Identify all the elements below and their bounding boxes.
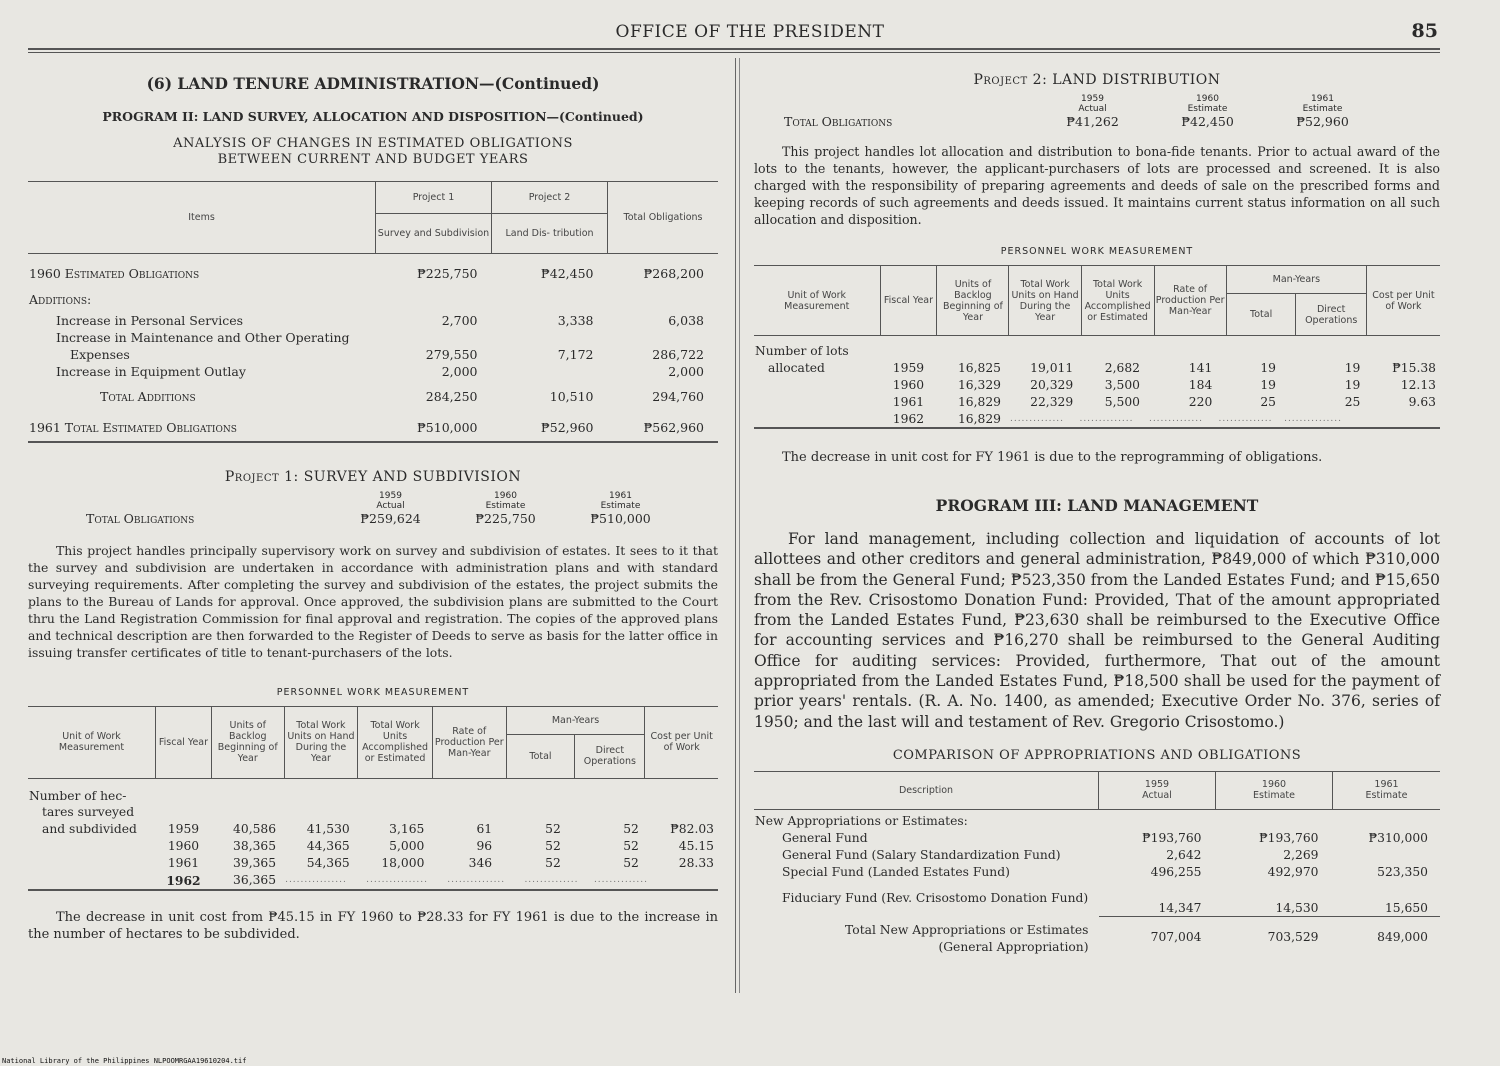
cell: 52 (545, 856, 561, 870)
column-divider-inner (739, 58, 740, 993)
project1-title: Project 1: SURVEY AND SUBDIVISION (224, 468, 522, 485)
hdr-cost: Cost per Unit of Work (1366, 266, 1440, 336)
table-row (28, 414, 718, 442)
cell: 16,829 (957, 411, 1001, 426)
year-sub: Estimate (600, 500, 641, 511)
cell: 40,586 (233, 822, 277, 836)
cell: 3,165 (389, 822, 425, 836)
table-row (28, 855, 718, 872)
year: 1960 (494, 490, 517, 501)
table-row (28, 254, 718, 288)
hdr-hand: Total Work Units on Hand During the Year (1009, 266, 1081, 336)
total-label-line-1: Total New Appropriations or Estimates (845, 923, 1089, 938)
cell: 496,255 (1150, 864, 1202, 879)
cell: 15,650 (1333, 880, 1441, 916)
column-divider (735, 58, 736, 993)
year-col (1265, 94, 1380, 129)
table-row (28, 838, 718, 855)
cell: 25 (1344, 394, 1361, 409)
cell: 19 (1344, 377, 1361, 392)
right-column (754, 60, 1440, 957)
cell: ₱82.03 (670, 822, 714, 836)
cell: ₱52,960 (540, 419, 594, 435)
hdr-unit: Unit of Work Measurement (28, 706, 156, 778)
table-row (754, 829, 1440, 846)
cell: 52 (623, 822, 639, 836)
hdr-total: Total (1226, 294, 1296, 336)
cell: 19,011 (1030, 360, 1074, 375)
pwm2-note: The decrease in unit cost for FY 1961 is due to the reprogramming of obligations. (782, 450, 1323, 465)
page-header (0, 18, 1500, 48)
cell: ₱225,750 (416, 265, 478, 281)
table-row (754, 393, 1440, 410)
year-col (1035, 94, 1150, 129)
pwm1-table (28, 706, 718, 891)
table-row (28, 821, 718, 838)
program3-title: PROGRAM III: LAND MANAGEMENT (935, 496, 1259, 515)
cell: 523,350 (1377, 864, 1428, 879)
cell: 6,038 (668, 312, 704, 328)
year-sub: Actual (1078, 104, 1107, 114)
program-title: PROGRAM II: LAND SURVEY, ALLOCATION AND DISPOSITION—(Continued) (102, 109, 644, 124)
unit-label: and subdivided (42, 822, 137, 836)
row-label: Increase in Maintenance and Other Operating (56, 329, 350, 345)
unit-label: allocated (768, 360, 825, 375)
table-row (28, 346, 718, 363)
hdr-fy: Fiscal Year (880, 266, 937, 336)
analysis-table (28, 181, 718, 443)
cell: 141 (1188, 360, 1213, 375)
cell: 7,172 (557, 346, 594, 362)
year: 1960 (1196, 94, 1219, 104)
table-row (28, 312, 718, 329)
pwm1-title: PERSONNEL WORK MEASUREMENT (276, 686, 470, 698)
cell: 54,365 (306, 856, 350, 870)
comparison-title: COMPARISON OF APPROPRIATIONS AND OBLIGATIONS (892, 747, 1302, 763)
cell: 279,550 (425, 346, 478, 362)
row-label: Total Additions (100, 389, 196, 404)
project2-obligations (754, 94, 1440, 129)
year: 1959 (1081, 94, 1104, 104)
unit-label: tares surveyed (42, 805, 135, 819)
total-label-line-2: (General Appropriation) (938, 940, 1089, 955)
pwm2-title: PERSONNEL WORK MEASUREMENT (1000, 246, 1194, 257)
scan-footer: National Library of the Philippines NLPOOMRGAA19610204.tif (2, 1057, 247, 1065)
table-row (754, 880, 1440, 916)
row-label: Additions: (29, 292, 92, 307)
cell: 1962 (166, 872, 201, 888)
year: 1959 (379, 490, 402, 501)
col-items-header: Items (28, 182, 376, 254)
value: ₱225,750 (475, 510, 536, 526)
cell: 52 (545, 839, 561, 853)
cell: 12.13 (1400, 377, 1436, 392)
table-row (754, 863, 1440, 880)
cell: 3,338 (557, 312, 594, 328)
year-sub: Estimate (1253, 790, 1295, 802)
cell: 184 (1188, 377, 1213, 392)
project1-description: This project handles principally supervisory work on survey and subdivision of estates. It sees to it that the survey and subdivision are undertaken in accordance with administration plans and with standard surveying requirements. After completing the survey and subdivision of the estates, the project submits the plans to the Bureau of Lands for approval. Once approved, the subdivision plans are submitted to the Court thru the Land Registration Commission for final approval and registration. The copies of the approved plans and technical description are then forwarded to the Register of Deeds to serve as basis for the latter office in issuing transfer certificates of title to tenant-purchasers of the lots. (28, 542, 718, 660)
cell: 18,000 (381, 856, 425, 870)
table-row (754, 359, 1440, 376)
year-sub: Estimate (1302, 104, 1343, 114)
cell: 52 (623, 839, 639, 853)
cell: 41,530 (306, 822, 350, 836)
cell: 3,500 (1104, 377, 1141, 392)
cell: 2,642 (1166, 847, 1202, 862)
analysis-title (28, 136, 718, 168)
col-project2-header: Project 2 (492, 182, 608, 214)
cell: ₱15.38 (1392, 360, 1436, 375)
hdr-unit: Unit of Work Measurement (754, 266, 880, 336)
cell: 1959 (892, 360, 925, 375)
cell: ₱510,000 (416, 419, 478, 435)
cell (492, 363, 608, 380)
cell: 5,500 (1104, 394, 1141, 409)
cell: ₱193,760 (1141, 830, 1202, 845)
hdr-1959 (1099, 771, 1216, 809)
unit-label: Number of hec- (29, 788, 127, 803)
cell: 703,529 (1267, 930, 1319, 945)
year-sub: Actual (376, 500, 405, 511)
hdr-direct: Direct Operations (575, 734, 645, 778)
cell: 1961 (167, 856, 200, 870)
row-label: Special Fund (Landed Estates Fund) (782, 864, 1010, 879)
cell: 44,365 (306, 839, 350, 853)
year-sub: Estimate (485, 500, 526, 511)
cell: 1959 (167, 822, 200, 836)
cell: 19 (1260, 360, 1276, 375)
hdr-1960 (1216, 771, 1333, 809)
year-col (448, 491, 563, 526)
cell: 52 (623, 856, 639, 870)
cell: 52 (545, 822, 561, 836)
hdr-1961 (1333, 771, 1441, 809)
table-row (28, 380, 718, 414)
cell: 286,722 (652, 346, 704, 362)
col-project1-sub: Survey and Subdivision (376, 214, 492, 254)
cell: 20,329 (1030, 377, 1074, 392)
col-project1-header: Project 1 (376, 182, 492, 214)
row-label: Fiduciary Fund (Rev. Crisostomo Donation Fund) (782, 891, 1089, 906)
year: 1961 (1311, 94, 1334, 104)
hdr-man-years: Man-Years (1226, 266, 1366, 294)
table-row (28, 329, 718, 346)
hdr-man-years: Man-Years (506, 706, 645, 734)
cell: ₱310,000 (1368, 830, 1428, 845)
hdr-completed: Total Work Units Accomplished or Estimated (358, 706, 433, 778)
table-row: 1962 16,829 .............. .............. .............. .............. ............... (754, 410, 1440, 428)
row-label: 1961 Total Estimated Obligations (29, 419, 237, 435)
running-title: OFFICE OF THE PRESIDENT (615, 22, 885, 42)
cell: 1961 (892, 394, 925, 409)
value: ₱510,000 (590, 510, 651, 526)
year-col (1150, 94, 1265, 129)
group-label: New Appropriations or Estimates: (755, 814, 968, 829)
cell: 220 (1188, 394, 1213, 409)
cell: 2,682 (1104, 360, 1141, 375)
page-number: 85 (1411, 20, 1438, 42)
row-label: Increase in Personal Services (56, 312, 244, 328)
hdr-cost: Cost per Unit of Work (645, 706, 718, 778)
program3-description: For land management, including collection and liquidation of accounts of lot allottees and other creditors and general administration, ₱849,000 of which ₱310,000 shall be from the General Fund; ₱523,350 from the Landed Estates Fund; and ₱15,650 from the Rev. Crisostomo Donation Fund: Provided, That of the amount appropriated from the Landed Estates Fund, ₱23,630 shall be reimbursed to the Executive Office for accounting services and ₱16,270 shall be reimbursed to the General Auditing Office for auditing services: Provided, furthermore, That out of the amount appropriated from the Landed Estates Fund, ₱18,500 shall be used for the payment of prior years' rentals. (R. A. No. 1400, as amended; Executive Order No. 376, series of 1950; and the last will and testament of Rev. Gregorio Crisostomo.) (754, 530, 1440, 731)
hdr-rate: Rate of Production Per Man-Year (1154, 266, 1226, 336)
hdr-total: Total (506, 734, 575, 778)
cell: 2,000 (441, 363, 478, 379)
cell: 16,829 (957, 394, 1001, 409)
project1-obligations (28, 491, 718, 526)
cell: ₱193,760 (1258, 830, 1319, 845)
cell: 492,970 (1267, 864, 1319, 879)
cell: 19 (1260, 377, 1276, 392)
left-column (28, 60, 718, 943)
cell: 14,347 (1099, 880, 1216, 916)
year: 1961 (609, 490, 632, 501)
cell: 61 (476, 822, 493, 836)
cell: 1960 (167, 839, 200, 853)
col-total-header: Total Obligations (608, 182, 719, 254)
cell: 39,365 (233, 856, 277, 870)
cell: 10,510 (549, 389, 594, 404)
row-label: General Fund (782, 830, 868, 845)
table-row: 1962 36,365 ................ ................ ............... .............. .............. (28, 872, 718, 890)
cell: 849,000 (1377, 930, 1428, 945)
year-sub: Actual (1142, 790, 1172, 802)
cell: 9.63 (1408, 394, 1436, 409)
analysis-title-line-2: BETWEEN CURRENT AND BUDGET YEARS (217, 152, 529, 167)
cell (1333, 846, 1441, 863)
year: 1960 (1261, 779, 1287, 791)
cell: 14,530 (1216, 880, 1333, 916)
hdr-backlog: Units of Backlog Beginning of Year (211, 706, 284, 778)
value: ₱41,262 (1066, 114, 1119, 129)
unit-label: Number of lots (755, 344, 849, 358)
table-row (754, 846, 1440, 863)
hdr-description: Description (754, 771, 1099, 809)
year: 1961 (1374, 779, 1399, 791)
hdr-hand: Total Work Units on Hand During the Year (284, 706, 358, 778)
table-row (754, 916, 1440, 957)
cell: 96 (476, 839, 493, 853)
comparison-table (754, 771, 1440, 958)
cell: 2,269 (1283, 847, 1319, 862)
hdr-direct: Direct Operations (1296, 294, 1366, 336)
col-project2-sub: Land Dis- tribution (492, 214, 608, 254)
cell: 284,250 (425, 389, 478, 404)
header-rule (28, 48, 1440, 53)
cell: 346 (468, 856, 493, 870)
value: ₱259,624 (360, 510, 421, 526)
year-sub: Estimate (1187, 104, 1228, 114)
cell: 38,365 (233, 839, 277, 853)
cell: 22,329 (1030, 394, 1074, 409)
cell: 1962 (892, 411, 925, 426)
cell: 707,004 (1150, 930, 1202, 945)
cell: 294,760 (652, 389, 704, 404)
hdr-completed: Total Work Units Accomplished or Estimated (1081, 266, 1154, 336)
hdr-rate: Rate of Production Per Man-Year (432, 706, 506, 778)
year-col (563, 491, 678, 526)
year: 1959 (1144, 779, 1170, 791)
table-row (28, 363, 718, 380)
cell: ₱42,450 (540, 265, 594, 281)
cell: 36,365 (233, 873, 277, 887)
cell: 19 (1344, 360, 1361, 375)
section-title: (6) LAND TENURE ADMINISTRATION—(Continued) (146, 74, 600, 93)
cell: 45.15 (678, 839, 714, 853)
cell: 16,329 (957, 377, 1001, 392)
table-row (28, 288, 718, 312)
cell: 28.33 (678, 856, 714, 870)
row-label: 1960 Estimated Obligations (29, 265, 200, 281)
cell: 1960 (892, 377, 925, 392)
hdr-backlog: Units of Backlog Beginning of Year (937, 266, 1009, 336)
value: ₱52,960 (1296, 114, 1349, 129)
cell: ₱268,200 (643, 265, 704, 281)
cell: 16,825 (957, 360, 1001, 375)
total-label (754, 916, 1099, 957)
cell: 5,000 (389, 839, 425, 853)
row-label: Expenses (70, 346, 130, 362)
project2-title: Project 2: LAND DISTRIBUTION (973, 72, 1221, 88)
table-row (754, 376, 1440, 393)
row-label: Increase in Equipment Outlay (56, 363, 246, 379)
hdr-fy: Fiscal Year (156, 706, 212, 778)
pwm2-table (754, 265, 1440, 429)
cell: 2,000 (668, 363, 704, 379)
value: ₱42,450 (1181, 114, 1234, 129)
cell: 2,700 (441, 312, 478, 328)
analysis-title-line-1: ANALYSIS OF CHANGES IN ESTIMATED OBLIGATIONS (173, 136, 573, 151)
total-obligations-label: Total Obligations (784, 114, 893, 129)
cell: ₱562,960 (643, 419, 704, 435)
year-sub: Estimate (1365, 790, 1408, 802)
total-obligations-label: Total Obligations (86, 510, 195, 526)
project2-description: This project handles lot allocation and distribution to bona-fide tenants. Prior to actual award of the lots to the tenants, however, the applicant-purchasers of lots are processed and screened. It is also charged with the responsibility of preparing agreements and deeds of sale on the prescribed forms and keeping records of such agreements and deeds issued. It maintains current status information on all such allocation and disposition. (754, 144, 1440, 227)
year-col (333, 491, 448, 526)
pwm1-note: The decrease in unit cost from ₱45.15 in FY 1960 to ₱28.33 for FY 1961 is due to the increase in the number of hectares to be subdivided. (28, 909, 718, 942)
cell: 25 (1260, 394, 1276, 409)
row-label: General Fund (Salary Standardization Fund) (782, 847, 1061, 862)
